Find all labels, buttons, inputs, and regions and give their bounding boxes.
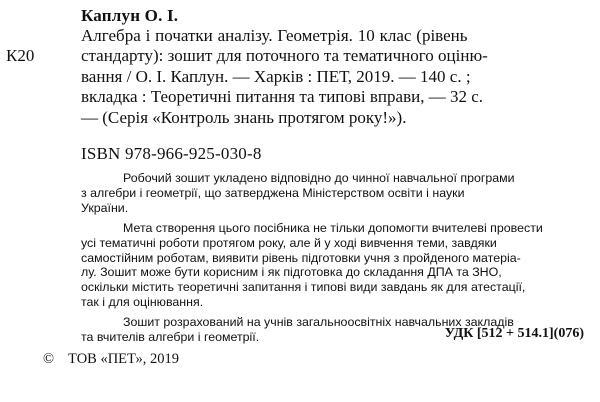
- bibliographic-description: [81, 26, 591, 128]
- annotation-line: Робочий зошит укладено відповідно до чинної навчальної програми: [123, 171, 515, 185]
- bibliography-line: вання / О. І. Каплун. — Харків : ПЕТ, 2019. — 140 с. ;: [81, 66, 471, 86]
- annotation-paragraph: [81, 171, 581, 216]
- bibliography-line: — (Серія «Контроль знань протягом року!»).: [81, 107, 407, 127]
- annotation-line: самостійним роботам, виявити рівень підготовки учня з пройденого матеріа-: [81, 250, 521, 265]
- copyright-text: ТОВ «ПЕТ», 2019: [68, 351, 180, 367]
- annotation: [81, 171, 581, 345]
- annotation-line: Мета створення цього посібника не тільки допомогти вчителеві провести: [123, 220, 543, 235]
- annotation-paragraph: [81, 221, 581, 310]
- annotation-line: України.: [81, 200, 129, 215]
- copyright-line: [43, 351, 179, 368]
- annotation-line: з алгебри і геометрії, що затверджена Міністерством освіти і науки: [81, 185, 465, 200]
- annotation-line: усі тематичні роботи протягом року, але й у ході вивчення теми, завдяки: [81, 235, 497, 250]
- annotation-line: оскільки містить теоретичні запитання і типові види завдань як для атестації,: [81, 280, 526, 295]
- copyright-icon: ©: [43, 351, 55, 367]
- bibliography-line: стандарту): зошит для поточного та тематичного оціню-: [81, 46, 488, 66]
- bibliography-line: Алгебра і початки аналізу. Геометрія. 10 клас (рівень: [81, 26, 468, 45]
- isbn: ISBN 978-966-925-030-8: [81, 144, 262, 163]
- annotation-line: лу. Зошит може бути корисним і як підготовка до складання ДПА та ЗНО,: [81, 265, 502, 280]
- classification-code: К20: [6, 46, 35, 65]
- annotation-line: Зошит розрахований на учнів загальноосвітніх навчальних закладів: [123, 315, 514, 330]
- annotation-line: так і для оцінювання.: [81, 295, 204, 310]
- annotation-line: та вчителів алгебри і геометрії.: [81, 330, 260, 345]
- bibliography-line: вкладка : Теоретичні питання та типові вправи, — 32 с.: [81, 87, 483, 107]
- udc-code: УДК [512 + 514.1](076): [444, 326, 584, 341]
- author-name: Каплун О. І.: [81, 6, 179, 25]
